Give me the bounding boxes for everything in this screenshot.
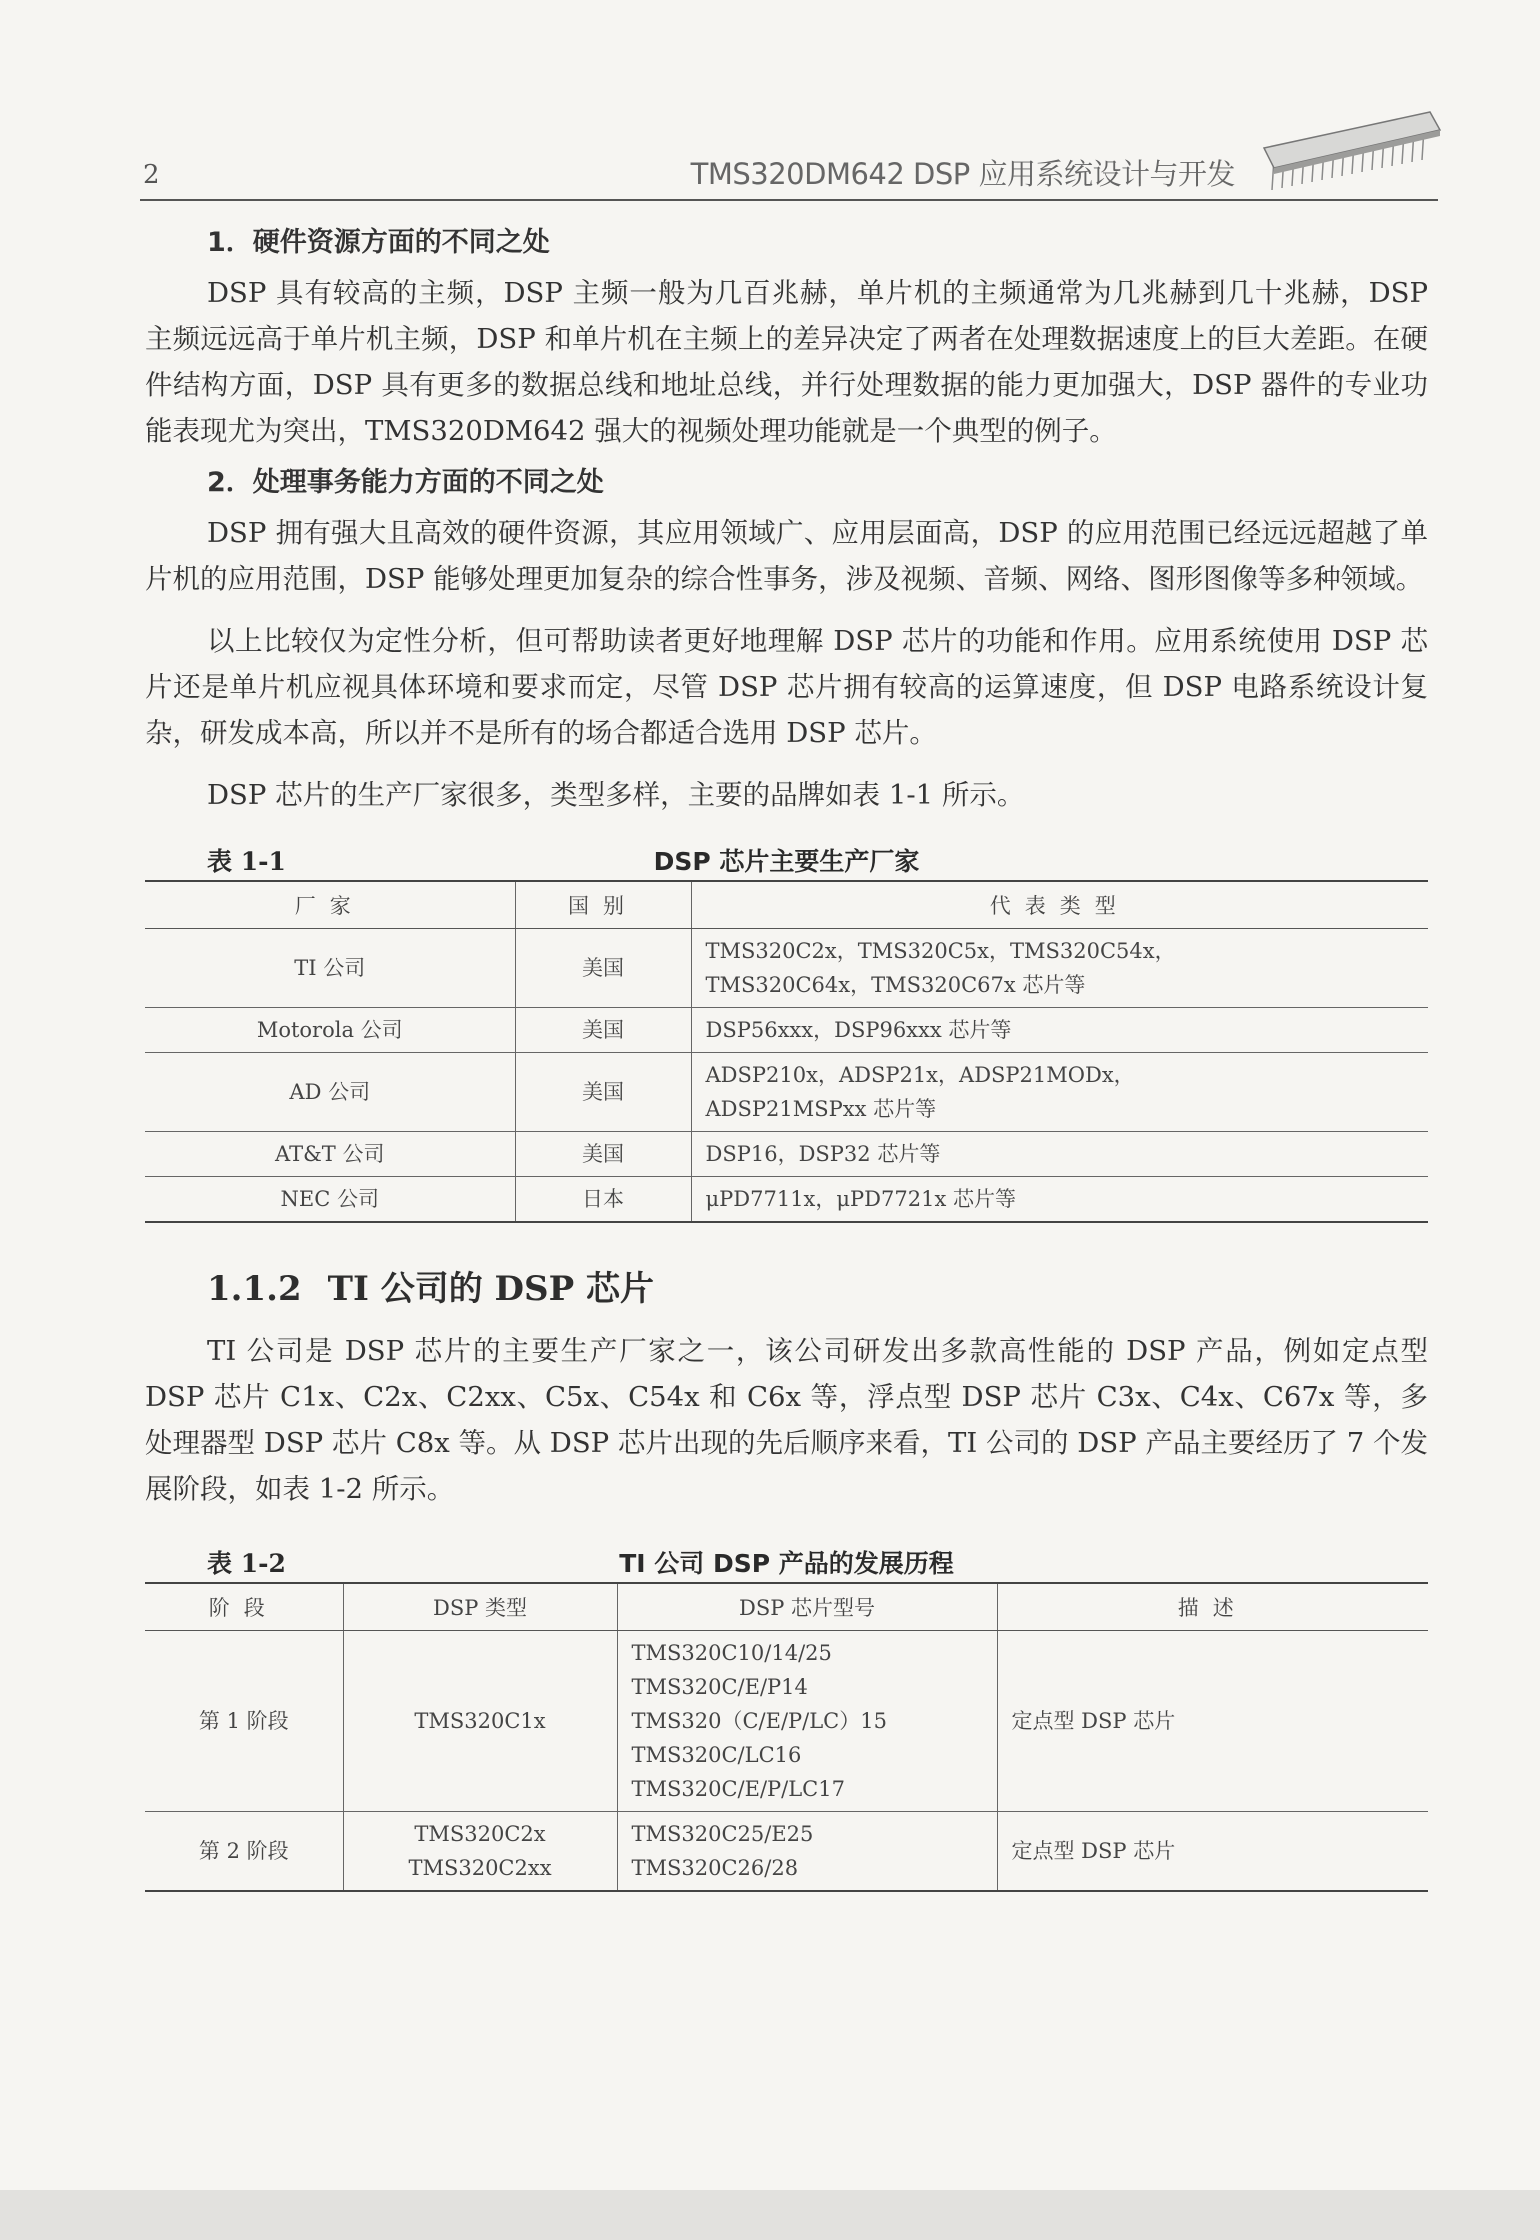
column-header: DSP 芯片型号 — [617, 1583, 997, 1631]
table-row — [145, 1812, 1428, 1892]
chip-icon — [1262, 106, 1442, 198]
section-title: TI 公司的 DSP 芯片 — [327, 1269, 654, 1309]
table-row — [145, 1132, 1428, 1177]
cell-line: TMS320C2x，TMS320C5x，TMS320C54x， — [705, 939, 1176, 963]
scan-edge — [0, 2190, 1540, 2240]
table-row — [145, 1053, 1428, 1132]
table-row — [145, 1177, 1428, 1223]
paragraph: 以上比较仅为定性分析，但可帮助读者更好地理解 DSP 芯片的功能和作用。应用系统使用 DSP 芯片还是单片机应视具体环境和要求而定，尽管 DSP 芯片拥有较高的运算速度，但 DSP 电路系统设计复杂，研发成本高，所以并不是所有的场合都适合选用 DSP 芯片。 — [145, 625, 1428, 749]
section-number: 1.1.2 — [207, 1269, 302, 1309]
cell-line: TMS320C10/14/25 — [631, 1641, 832, 1665]
cell-line: TMS320C64x，TMS320C67x 芯片等 — [705, 973, 1086, 997]
column-header: 阶段 — [145, 1583, 343, 1631]
paragraph: TI 公司是 DSP 芯片的主要生产厂家之一，该公司研发出多款高性能的 DSP 产品，例如定点型 DSP 芯片 C1x、C2x、C2xx、C5x、C54x 和 C6x 等，浮点型 DSP 芯片 C3x、C4x、C67x 等，多处理器型 DSP 芯片 C8x 等。从 DSP 芯片出现的先后顺序来看，TI 公司的 DSP 产品主要经历了 7 个发展阶段，如表 1-2 所示。 — [145, 1335, 1428, 1505]
column-header: 描述 — [997, 1583, 1428, 1631]
section-heading — [207, 1261, 1428, 1310]
table-header-row — [145, 1583, 1428, 1631]
table-cell — [617, 1812, 997, 1892]
table-cell: 第 1 阶段 — [145, 1631, 343, 1812]
table-cell: TMS320C1x — [343, 1631, 617, 1812]
header-rule — [140, 199, 1438, 201]
table-cell — [617, 1631, 997, 1812]
table-header-row — [145, 881, 1428, 929]
table-cell: AT&T 公司 — [145, 1132, 515, 1177]
table-cell: 美国 — [515, 1053, 691, 1132]
paragraph: DSP 具有较高的主频，DSP 主频一般为几百兆赫，单片机的主频通常为几兆赫到几十兆赫，DSP 主频远远高于单片机主频，DSP 和单片机在主频上的差异决定了两者在处理数据速度上的巨大差距。在硬件结构方面，DSP 具有更多的数据总线和地址总线，并行处理数据的能力更加强大，DSP 器件的专业功能表现尤为突出，TMS320DM642 强大的视频处理功能就是一个典型的例子。 — [145, 277, 1428, 447]
paragraph: DSP 芯片的生产厂家很多，类型多样，主要的品牌如表 1-1 所示。 — [207, 779, 1025, 811]
table-cell: 第 2 阶段 — [145, 1812, 343, 1892]
table-cell: NEC 公司 — [145, 1177, 515, 1223]
table-row — [145, 929, 1428, 1008]
table-caption — [145, 1538, 1428, 1582]
table-cell: 定点型 DSP 芯片 — [997, 1631, 1428, 1812]
table-cell: DSP16，DSP32 芯片等 — [691, 1132, 1428, 1177]
paragraph: DSP 拥有强大且高效的硬件资源，其应用领域广、应用层面高，DSP 的应用范围已经远远超越了单片机的应用范围，DSP 能够处理更加复杂的综合性事务，涉及视频、音频、网络、图形图像等多种领域。 — [145, 517, 1428, 595]
page-number: 2 — [143, 160, 160, 190]
page-content — [145, 214, 1428, 1892]
table-cell — [343, 1812, 617, 1892]
table-caption — [145, 836, 1428, 880]
table-cell: μPD7711x，μPD7721x 芯片等 — [691, 1177, 1428, 1223]
cell-line: TMS320C26/28 — [631, 1856, 799, 1880]
running-header-title: TMS320DM642 DSP 应用系统设计与开发 — [690, 157, 1235, 191]
table-number: 表 1-1 — [207, 847, 286, 876]
table-cell: 美国 — [515, 1132, 691, 1177]
cell-line: TMS320C2x — [414, 1822, 546, 1846]
cell-line: TMS320（C/E/P/LC）15 — [631, 1709, 887, 1733]
table-cell: 定点型 DSP 芯片 — [997, 1812, 1428, 1892]
column-header: 国别 — [515, 881, 691, 929]
cell-line: TMS320C/E/P14 — [631, 1675, 808, 1699]
table-row — [145, 1631, 1428, 1812]
cell-line: TMS320C2xx — [408, 1856, 552, 1880]
table-cell — [691, 1053, 1428, 1132]
cell-line: TMS320C/E/P/LC17 — [631, 1777, 845, 1801]
table-cell: Motorola 公司 — [145, 1008, 515, 1053]
table-cell: TI 公司 — [145, 929, 515, 1008]
table-number: 表 1-2 — [207, 1549, 286, 1578]
cell-line: TMS320C25/E25 — [631, 1822, 814, 1846]
table-cell: 美国 — [515, 929, 691, 1008]
table-row — [145, 1008, 1428, 1053]
column-header: DSP 类型 — [343, 1583, 617, 1631]
table-title: DSP 芯片主要生产厂家 — [653, 847, 920, 876]
table-title: TI 公司 DSP 产品的发展历程 — [619, 1549, 954, 1578]
subheading-hardware: 1．硬件资源方面的不同之处 — [207, 227, 550, 258]
manufacturers-table — [145, 880, 1428, 1223]
cell-line: ADSP210x，ADSP21x，ADSP21MODx， — [705, 1063, 1135, 1087]
column-header: 代表类型 — [691, 881, 1428, 929]
table-cell: 美国 — [515, 1008, 691, 1053]
cell-line: TMS320C/LC16 — [631, 1743, 802, 1767]
subheading-capability: 2．处理事务能力方面的不同之处 — [207, 467, 604, 498]
column-header: 厂家 — [145, 881, 515, 929]
table-cell: AD 公司 — [145, 1053, 515, 1132]
ti-history-table — [145, 1582, 1428, 1892]
cell-line: ADSP21MSPxx 芯片等 — [705, 1097, 937, 1121]
table-cell — [691, 929, 1428, 1008]
table-cell: 日本 — [515, 1177, 691, 1223]
table-cell: DSP56xxx，DSP96xxx 芯片等 — [691, 1008, 1428, 1053]
